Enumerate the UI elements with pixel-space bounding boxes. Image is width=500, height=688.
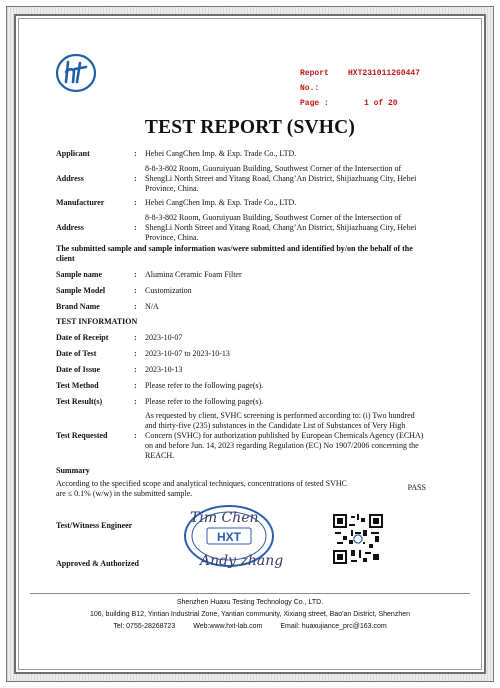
sample-model-label: Sample Model — [56, 286, 106, 295]
manufacturer-value: Hebei CangChen Imp. & Exp. Trade Co., LTD. — [145, 198, 297, 207]
applicant-address-value: 8-8-3-802 Room, Guoruiyuan Building, Southwest Corner of the Intersection of ShengLi North Street and Yitang Road, Chang’An District, Shijiazhuang City, Hebei Province, China. — [145, 164, 417, 193]
report-body: Applicant : Hebei CangChen Imp. & Exp. Trade Co., LTD. Address : 8-8-3-802 Room, Guoruiyuan Building, Southwest Corner of the Intersection of ShengLi North Street and Yitang Road, Chang’An District, Shijiazhuang City, Hebei Province, China. Manufacturer : Hebei CangChen Imp. & Exp. Trade Co., LTD. Address : 8-8-3-802 Room, Guoruiyuan Building, Southwest Corner of the Intersection of ShengLi North Street and Yitang Road, Chang’An District, Shijiazhuang City, Hebei Province, China. The submitted sample and sample information was/were submitted and identified by/on the behalf of the client Sample name : Alumina Ceramic Foam Filter Sample Model : Customization Brand Name : N/A TEST INFORMATION Date of Receipt : 2023-10-07 Date of Test : 2023-10-07 to 2023-10-13 Date of Issue : 2023-10-13 Test Method : Please refer to the following page(s). Test Result(s) : Please refer to the following page(s). Test Requested : As requested by client, SVHC screening is performed according to: (i) Two hundred and thirty-five (235) substances in the Candidate List of Substances of Very High Concern (SVHC) for authorization published by European Chemicals Agency (ECHA) on and before Jun. 14, 2023 regarding Regulation (EC) No 1907/2006 concerning the REACH. Summary According to the specified scope and analytical techniques, concentrations of tested SVHC are ≤ 0.1% (w/w) in the submitted sample. PASS — [56, 149, 426, 498]
test-method-label: Test Method — [56, 381, 99, 390]
approved-label: Approved & Authorized — [56, 559, 139, 568]
footer-email: Email: huaxujiance_prc@163.com — [280, 623, 387, 630]
summary-heading: Summary — [56, 466, 90, 475]
applicant-label: Applicant — [56, 149, 90, 158]
brand-name-value: N/A — [145, 302, 159, 311]
footer — [0, 597, 500, 633]
report-title: TEST REPORT (SVHC) — [144, 117, 356, 138]
date-receipt-label: Date of Receipt — [56, 333, 109, 342]
applicant-value: Hebei CangChen Imp. & Exp. Trade Co., LTD. — [145, 149, 297, 158]
footer-address: 106, building B12, Yintian Industrial Zone, Yantian community, Xixiang street, Bao'an District, Shenzhen — [89, 611, 411, 618]
date-test-value: 2023-10-07 to 2023-10-13 — [145, 349, 230, 358]
date-receipt-value: 2023-10-07 — [145, 333, 183, 342]
engineer-signature: Tim Chen — [190, 510, 259, 526]
test-result-value: Please refer to the following page(s). — [145, 397, 264, 406]
page-label: Page : — [300, 99, 329, 108]
engineer-label: Test/Witness Engineer — [56, 521, 133, 530]
page-value: 1 of 20 — [364, 99, 398, 108]
hxt-logo-icon — [54, 52, 98, 94]
date-issue-label: Date of Issue — [56, 365, 100, 374]
test-requested-value: As requested by client, SVHC screening is performed according to: (i) Two hundred and thirty-five (235) substances in the Candidate List of Substances of Very High Concern (SVHC) for authorization published by European Chemicals Agency (ECHA) on and before Jun. 14, 2023 regarding Regulation (EC) No 1907/2006 concerning the REACH. — [145, 411, 424, 460]
test-info-heading: TEST INFORMATION — [56, 317, 138, 326]
applicant-address-label: Address — [56, 174, 84, 183]
qr-code-icon — [333, 514, 383, 564]
sample-name-label: Sample name — [56, 270, 102, 279]
report-no-value: HXT231011260447 — [348, 69, 421, 78]
date-test-label: Date of Test — [56, 349, 97, 358]
manufacturer-label: Manufacturer — [56, 198, 105, 207]
manufacturer-address-value: 8-8-3-802 Room, Guoruiyuan Building, Southwest Corner of the Intersection of ShengLi North Street and Yitang Road, Chang’An District, Shijiazhuang City, Hebei Province, China. — [145, 213, 417, 242]
sample-name-value: Alumina Ceramic Foam Filter — [145, 270, 242, 279]
footer-divider — [30, 593, 470, 594]
report-no-label: Report No.: — [300, 69, 329, 93]
summary-text: According to the specified scope and analytical techniques, concentrations of tested SVHC are ≤ 0.1% (w/w) in the submitted sample. — [56, 479, 348, 498]
summary-result: PASS — [407, 483, 426, 492]
submitted-note: The submitted sample and sample information was/were submitted and identified by/on the behalf of the client — [56, 244, 413, 263]
seal-center-text: HXT — [217, 530, 241, 544]
test-requested-label: Test Requested — [56, 431, 108, 440]
footer-company: Shenzhen Huaxu Testing Technology Co., LTD. — [176, 599, 324, 606]
test-result-label: Test Result(s) — [56, 397, 103, 406]
manufacturer-address-label: Address — [56, 223, 84, 232]
test-method-value: Please refer to the following page(s). — [145, 381, 264, 390]
footer-tel: Tel: 0755-28268723 — [113, 623, 176, 630]
date-issue-value: 2023-10-13 — [145, 365, 183, 374]
footer-web: Web:www.hxt-lab.com — [193, 623, 263, 630]
report-meta — [300, 66, 420, 111]
brand-name-label: Brand Name — [56, 302, 100, 311]
sample-model-value: Customization — [145, 286, 192, 295]
approved-signature: Andy zhang — [200, 553, 284, 569]
